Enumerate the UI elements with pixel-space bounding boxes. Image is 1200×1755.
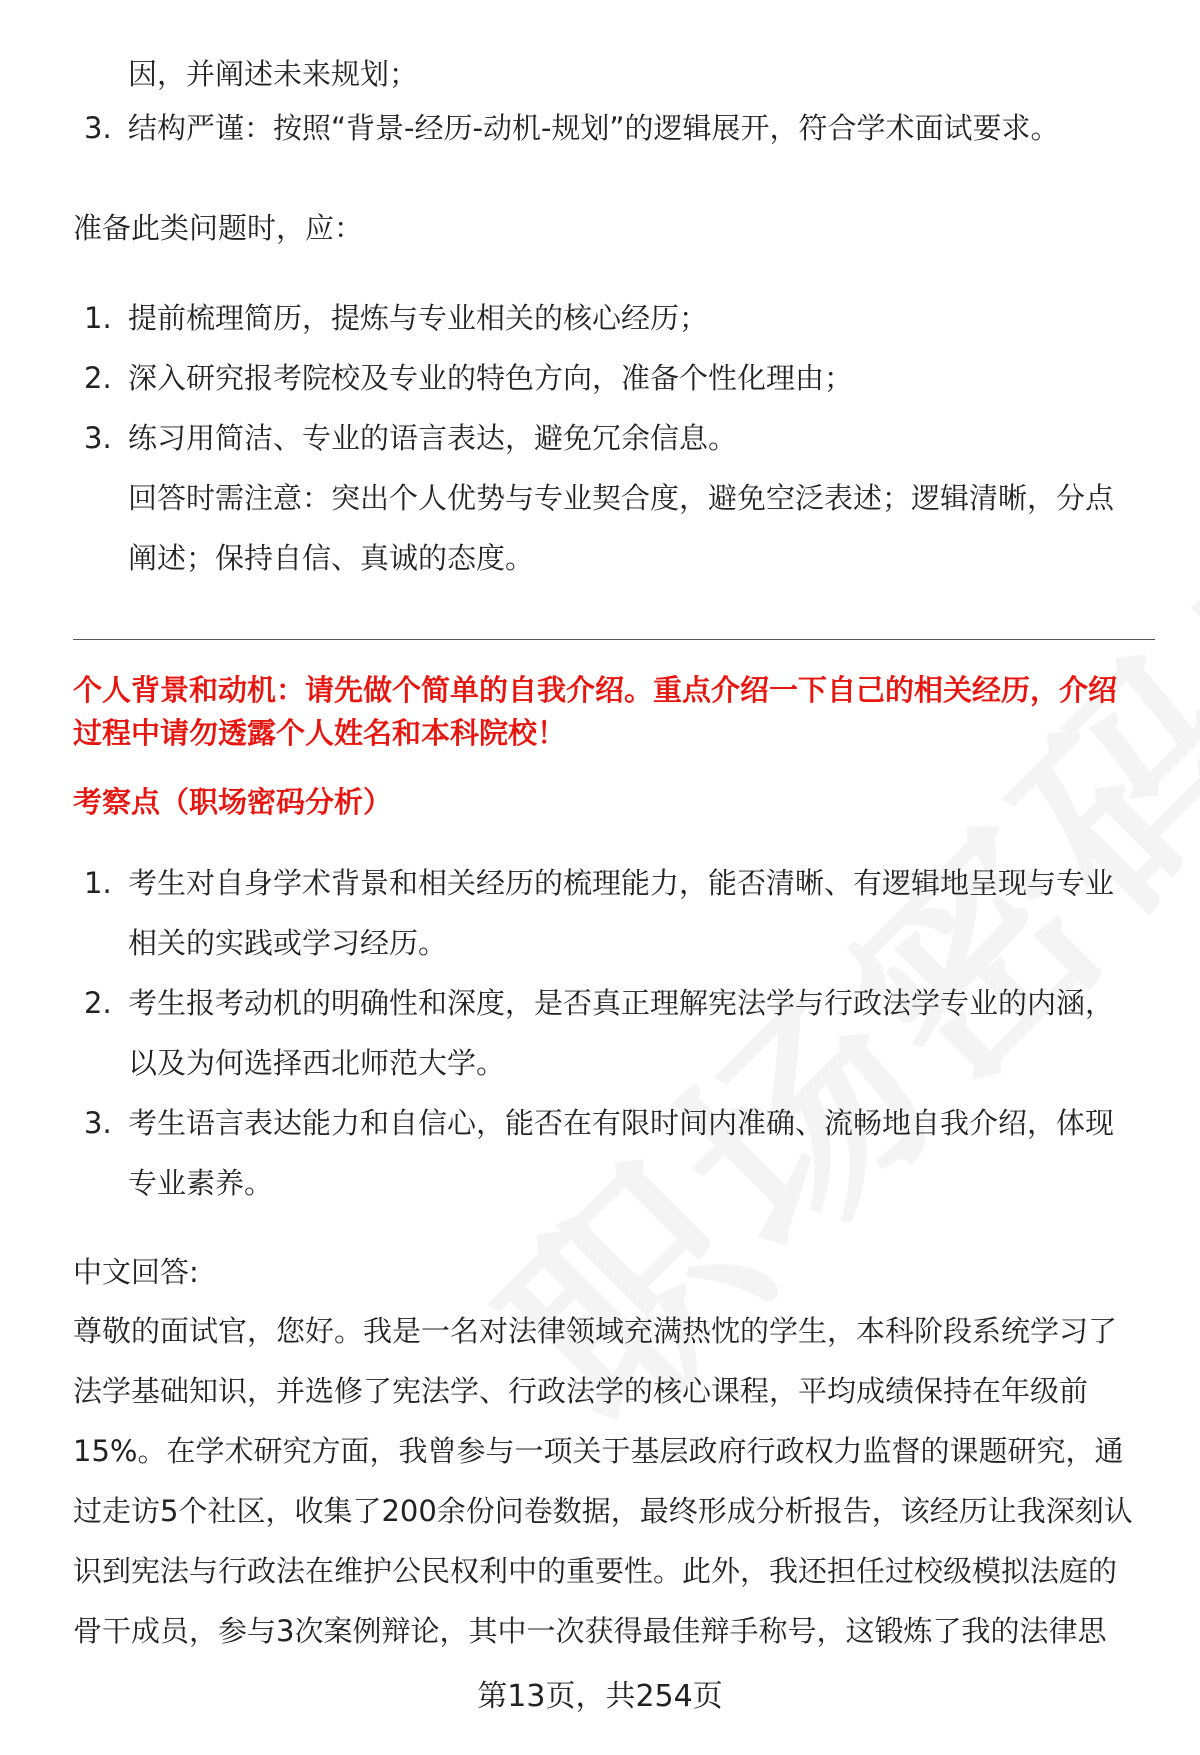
answer-text: 尊敬的面试官，您好。我是一名对法律领域充满热忱的学生，本科阶段系统学习了 bbox=[73, 1314, 1118, 1348]
list-item-continuation: 因，并阐述未来规划； bbox=[128, 57, 419, 91]
list-item: 练习用简洁、专业的语言表达，避免冗余信息。 bbox=[128, 421, 738, 455]
list-number: 2. bbox=[84, 986, 112, 1020]
list-number: 3. bbox=[84, 1106, 112, 1140]
list-item: 考生对自身学术背景和相关经历的梳理能力，能否清晰、有逻辑地呈现与专业 bbox=[128, 866, 1115, 900]
list-item: 相关的实践或学习经历。 bbox=[128, 926, 448, 960]
list-item: 考生语言表达能力和自信心，能否在有限时间内准确、流畅地自我介绍，体现 bbox=[128, 1106, 1115, 1140]
list-number: 3. bbox=[84, 421, 112, 455]
list-item: 考生报考动机的明确性和深度，是否真正理解宪法学与行政法学专业的内涵， bbox=[128, 986, 1115, 1020]
list-number: 2. bbox=[84, 361, 112, 395]
list-item: 专业素养。 bbox=[128, 1166, 274, 1200]
answer-label: 中文回答: bbox=[73, 1255, 199, 1289]
list-number: 1. bbox=[84, 301, 112, 335]
answer-text: 15%。在学术研究方面，我曾参与一项关于基层政府行政权力监督的课题研究，通 bbox=[73, 1434, 1124, 1468]
list-item: 以及为何选择西北师范大学。 bbox=[128, 1046, 506, 1080]
list-number: 3. bbox=[84, 111, 112, 145]
answer-text: 过走访5个社区，收集了200余份问卷数据，最终形成分析报告，该经历让我深刻认 bbox=[73, 1494, 1133, 1528]
question-title: 过程中请勿透露个人姓名和本科院校！ bbox=[73, 716, 567, 750]
list-item: 提前梳理简历，提炼与专业相关的核心经历； bbox=[128, 301, 709, 335]
answer-text: 法学基础知识，并选修了宪法学、行政法学的核心课程，平均成绩保持在年级前 bbox=[73, 1374, 1089, 1408]
answer-text: 骨干成员，参与3次案例辩论，其中一次获得最佳辩手称号，这锻炼了我的法律思 bbox=[73, 1614, 1107, 1648]
divider bbox=[73, 639, 1155, 640]
focus-title: 考察点（职场密码分析） bbox=[73, 785, 393, 819]
list-item: 结构严谨：按照“背景-经历-动机-规划”的逻辑展开，符合学术面试要求。 bbox=[128, 111, 1060, 145]
answer-text: 识到宪法与行政法在维护公民权利中的重要性。此外，我还担任过校级模拟法庭的 bbox=[73, 1554, 1118, 1588]
note-text: 阐述；保持自信、真诚的态度。 bbox=[128, 541, 535, 575]
list-item: 深入研究报考院校及专业的特色方向，准备个性化理由； bbox=[128, 361, 854, 395]
list-number: 1. bbox=[84, 866, 112, 900]
note-text: 回答时需注意：突出个人优势与专业契合度，避免空泛表述；逻辑清晰，分点 bbox=[128, 481, 1115, 515]
section-heading: 准备此类问题时，应： bbox=[73, 211, 364, 245]
page-footer: 第13页，共254页 bbox=[477, 1679, 723, 1714]
question-title: 个人背景和动机：请先做个简单的自我介绍。重点介绍一下自己的相关经历，介绍 bbox=[73, 673, 1118, 707]
